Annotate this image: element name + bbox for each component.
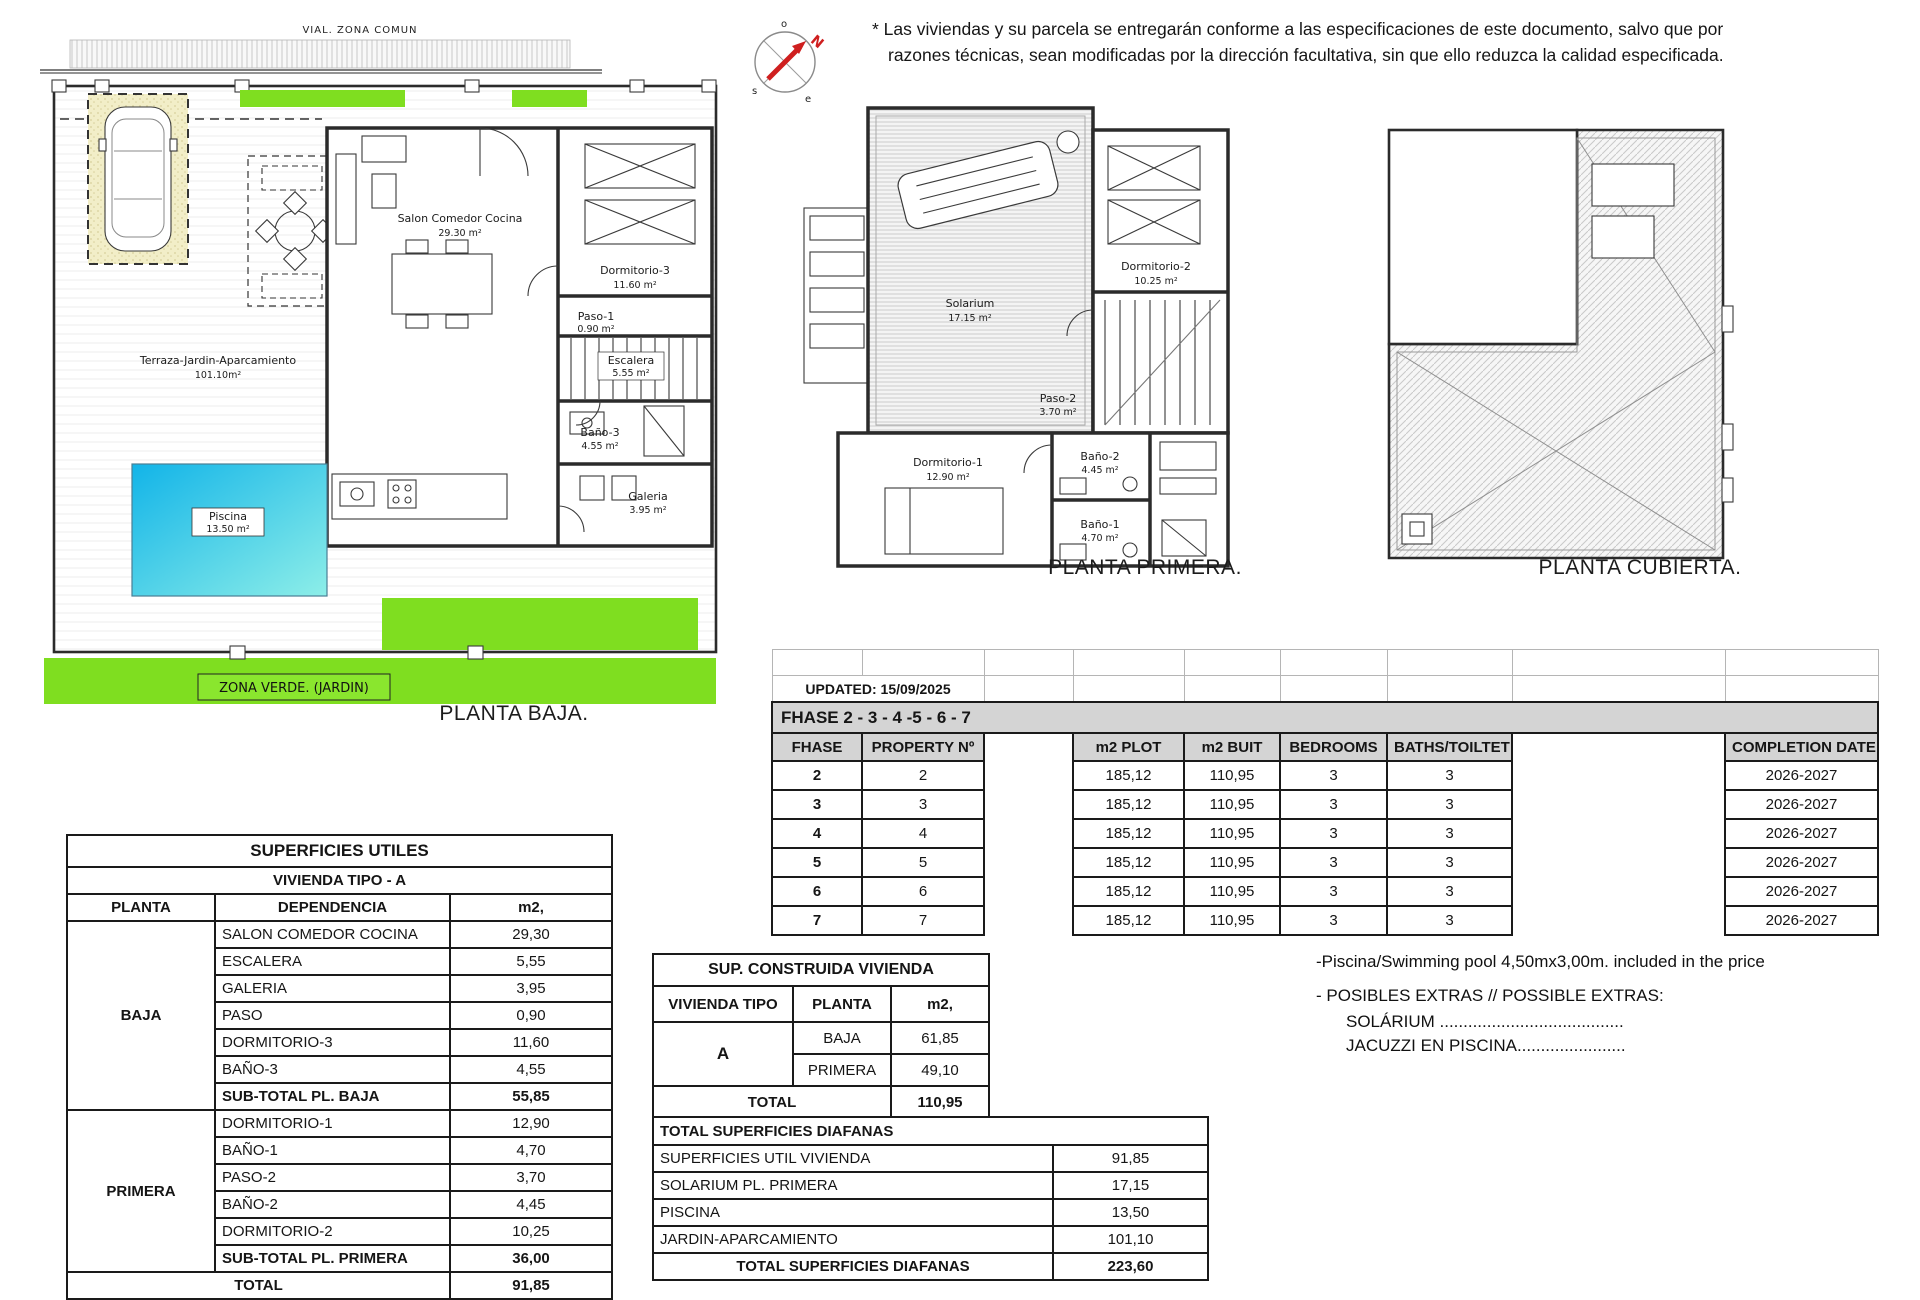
note-jacuzzi: JACUZZI EN PISCINA....................... <box>1346 1036 1626 1055</box>
cell-baths: 3 <box>1387 877 1512 906</box>
room-area: 101.10m² <box>194 370 242 381</box>
room-area: 3.95 m² <box>629 505 667 516</box>
disclaimer-line2: razones técnicas, sean modificadas por la dirección facultativa, sin que ello reduzca la calidad especificada. <box>888 45 1724 65</box>
roof-upper <box>1389 130 1577 344</box>
fhase-table <box>771 649 1879 936</box>
planta-primera-title: PLANTA PRIMERA. <box>1048 556 1242 579</box>
room-area: 13.50 m² <box>206 524 250 535</box>
total-row: TOTAL 110,95 <box>653 1086 989 1118</box>
cell-bedrooms: 3 <box>1280 906 1387 935</box>
col-header-plot: m2 PLOT <box>1073 733 1184 761</box>
col-header-property: PROPERTY Nº <box>862 733 984 761</box>
cell-completion: 2026-2027 <box>1725 877 1878 906</box>
compass-icon <box>735 10 835 110</box>
cell-completion: 2026-2027 <box>1725 906 1878 935</box>
room-area: 3.70 m² <box>1039 407 1077 418</box>
table-row <box>772 790 1878 819</box>
room-label: Dormitorio-3 <box>600 264 670 277</box>
room-label: Paso-2 <box>1039 392 1077 405</box>
fhase-title: FHASE 2 - 3 - 4 -5 - 6 - 7 <box>772 702 1878 733</box>
cell-property: 5 <box>862 848 984 877</box>
cell-baths: 3 <box>1387 761 1512 790</box>
cell-bedrooms: 3 <box>1280 790 1387 819</box>
room-label: Dormitorio-1 <box>913 456 983 469</box>
room-label: Solarium <box>945 297 995 310</box>
chimney <box>1402 514 1432 544</box>
cell-completion: 2026-2027 <box>1725 761 1878 790</box>
cell-bedrooms: 3 <box>1280 819 1387 848</box>
room-area: 11.60 m² <box>613 280 657 291</box>
planta-baja-group: BAJA <box>67 921 215 1110</box>
cell-completion: 2026-2027 <box>1725 790 1878 819</box>
table-title: SUP. CONSTRUIDA VIVIENDA <box>653 954 989 986</box>
cell-property: 6 <box>862 877 984 906</box>
table-row: PASO-2 3,70 <box>67 1164 612 1191</box>
col-header-fhase: FHASE <box>772 733 862 761</box>
table-row: JARDIN-APARCAMIENTO 101,10 <box>653 1226 1208 1253</box>
cell-bedrooms: 3 <box>1280 877 1387 906</box>
room-label: Baño-1 <box>1080 518 1120 531</box>
room-area: 12.90 m² <box>926 472 970 483</box>
cell-fhase: 3 <box>772 790 862 819</box>
table-title: SUPERFICIES UTILES <box>67 835 612 867</box>
table-row: BAÑO-1 4,70 <box>67 1137 612 1164</box>
cell-property: 7 <box>862 906 984 935</box>
table-row: DORMITORIO-3 11,60 <box>67 1029 612 1056</box>
table-row: BAJA SALON COMEDOR COCINA 29,30 <box>67 921 612 948</box>
header-row <box>67 894 612 921</box>
table-row: A BAJA 61,85 <box>653 1022 989 1054</box>
cell-plot: 185,12 <box>1073 819 1184 848</box>
room-area: 29.30 m² <box>438 228 482 239</box>
diafanas-table <box>652 1116 1209 1281</box>
table-row <box>772 761 1878 790</box>
room-area: 10.25 m² <box>1134 276 1178 287</box>
room-label: Dormitorio-2 <box>1121 260 1191 273</box>
cell-plot: 185,12 <box>1073 790 1184 819</box>
cell-built: 110,95 <box>1184 790 1280 819</box>
green-block <box>382 598 698 650</box>
room-area: 4.70 m² <box>1081 533 1119 544</box>
cell-baths: 3 <box>1387 848 1512 877</box>
table-row: DORMITORIO-2 10,25 <box>67 1218 612 1245</box>
room-label: Terraza-Jardin-Aparcamiento <box>139 354 297 367</box>
room-label: Baño-3 <box>580 426 620 439</box>
table-row: PASO 0,90 <box>67 1002 612 1029</box>
cell-bedrooms: 3 <box>1280 761 1387 790</box>
green-strip <box>512 90 587 107</box>
col-header-completion: COMPLETION DATE <box>1725 733 1878 761</box>
planta-cubierta-plan <box>1385 126 1737 566</box>
table-row: BAÑO-2 4,45 <box>67 1191 612 1218</box>
total-row: TOTAL SUPERFICIES DIAFANAS 223,60 <box>653 1253 1208 1280</box>
planta-primera-plan <box>800 100 1240 575</box>
compass-e: e <box>805 94 813 105</box>
compass-n: N <box>807 32 827 53</box>
table-row: PISCINA 13,50 <box>653 1199 1208 1226</box>
cell-fhase: 5 <box>772 848 862 877</box>
table-row: PRIMERA 49,10 <box>653 1054 989 1086</box>
room-label: Escalera <box>607 354 655 367</box>
room-label: Paso-1 <box>577 310 615 323</box>
table-row <box>772 906 1878 935</box>
pergola-icon <box>804 208 868 383</box>
col-header-baths: BATHS/TOILTET <box>1387 733 1512 761</box>
cell-fhase: 6 <box>772 877 862 906</box>
cell-property: 2 <box>862 761 984 790</box>
table-row <box>772 819 1878 848</box>
note-extras: - POSIBLES EXTRAS // POSSIBLE EXTRAS: <box>1316 986 1664 1005</box>
cell-fhase: 7 <box>772 906 862 935</box>
updated-label: UPDATED: 15/09/2025 <box>772 676 984 703</box>
table-title: TOTAL SUPERFICIES DIAFANAS <box>653 1117 1208 1145</box>
disclaimer-line1: * Las viviendas y su parcela se entregarán conforme a las especificaciones de este documento, salvo que por <box>872 19 1724 39</box>
table-row: SOLARIUM PL. PRIMERA 17,15 <box>653 1172 1208 1199</box>
sup-construida-table <box>652 953 990 1119</box>
subtotal-row: SUB-TOTAL PL. BAJA 55,85 <box>67 1083 612 1110</box>
cell-property: 3 <box>862 790 984 819</box>
table-row: SUPERFICIES UTIL VIVIENDA 91,85 <box>653 1145 1208 1172</box>
note-solarium: SOLÁRIUM ....................................... <box>1346 1012 1624 1031</box>
room-area: 4.45 m² <box>1081 465 1119 476</box>
table-subtitle: VIVIENDA TIPO - A <box>67 867 612 894</box>
cell-built: 110,95 <box>1184 848 1280 877</box>
notes <box>1316 952 1856 1056</box>
cell-plot: 185,12 <box>1073 877 1184 906</box>
cell-plot: 185,12 <box>1073 761 1184 790</box>
planta-baja-plan <box>40 6 730 746</box>
cell-baths: 3 <box>1387 906 1512 935</box>
vial-hatch <box>70 40 570 68</box>
table-row: PRIMERA DORMITORIO-1 12,90 <box>67 1110 612 1137</box>
vivienda-tipo: A <box>653 1022 793 1086</box>
zona-verde-label: ZONA VERDE. (JARDIN) <box>219 681 369 696</box>
cell-baths: 3 <box>1387 790 1512 819</box>
col-header-planta: PLANTA <box>67 894 215 921</box>
table-row: ESCALERA 5,55 <box>67 948 612 975</box>
note-pool: -Piscina/Swimming pool 4,50mx3,00m. included in the price <box>1316 952 1765 971</box>
room-label: Galeria <box>628 490 668 503</box>
compass-s: s <box>752 86 759 97</box>
room-area: 17.15 m² <box>948 313 992 324</box>
table-row: GALERIA 3,95 <box>67 975 612 1002</box>
planta-cubierta-title: PLANTA CUBIERTA. <box>1538 556 1742 579</box>
room-area: 4.55 m² <box>581 441 619 452</box>
side-table-icon <box>1057 131 1079 153</box>
compass-o: o <box>781 19 789 30</box>
fhase-table-body <box>772 761 1878 935</box>
col-header-m2: m2, <box>450 894 612 921</box>
cell-plot: 185,12 <box>1073 848 1184 877</box>
col-header-bedrooms: BEDROOMS <box>1280 733 1387 761</box>
room-area: 0.90 m² <box>577 324 615 335</box>
updated-row <box>772 676 1878 703</box>
fhase-header-row <box>772 733 1878 761</box>
cell-fhase: 2 <box>772 761 862 790</box>
cell-built: 110,95 <box>1184 906 1280 935</box>
planta-primera-group: PRIMERA <box>67 1110 215 1272</box>
fhase-title-row <box>772 702 1878 733</box>
green-strip <box>240 90 405 107</box>
table-row <box>772 848 1878 877</box>
skylight <box>1592 216 1654 258</box>
col-header-built: m2 BUIT <box>1184 733 1280 761</box>
skylight <box>1592 164 1674 206</box>
subtotal-row: SUB-TOTAL PL. PRIMERA 36,00 <box>67 1245 612 1272</box>
room-label: Piscina <box>209 510 247 523</box>
superficies-utiles-table <box>66 834 613 1300</box>
col-header-dependencia: DEPENDENCIA <box>215 894 450 921</box>
cell-plot: 185,12 <box>1073 906 1184 935</box>
header-row: VIVIENDA TIPO PLANTA m2, <box>653 986 989 1022</box>
vial-label: VIAL. ZONA COMUN <box>302 25 418 36</box>
cell-built: 110,95 <box>1184 819 1280 848</box>
cell-baths: 3 <box>1387 819 1512 848</box>
room-label: Salon Comedor Cocina <box>397 212 523 225</box>
disclaimer <box>872 16 1852 68</box>
car-icon <box>99 107 177 251</box>
cell-built: 110,95 <box>1184 761 1280 790</box>
cell-property: 4 <box>862 819 984 848</box>
table-row <box>772 877 1878 906</box>
room-label: Baño-2 <box>1080 450 1120 463</box>
cell-completion: 2026-2027 <box>1725 848 1878 877</box>
table-row: BAÑO-3 4,55 <box>67 1056 612 1083</box>
total-row: TOTAL 91,85 <box>67 1272 612 1299</box>
cell-fhase: 4 <box>772 819 862 848</box>
cell-bedrooms: 3 <box>1280 848 1387 877</box>
planta-baja-title: PLANTA BAJA. <box>439 702 589 725</box>
cell-completion: 2026-2027 <box>1725 819 1878 848</box>
room-area: 5.55 m² <box>612 368 650 379</box>
spreadsheet-row <box>772 650 1878 676</box>
cell-built: 110,95 <box>1184 877 1280 906</box>
